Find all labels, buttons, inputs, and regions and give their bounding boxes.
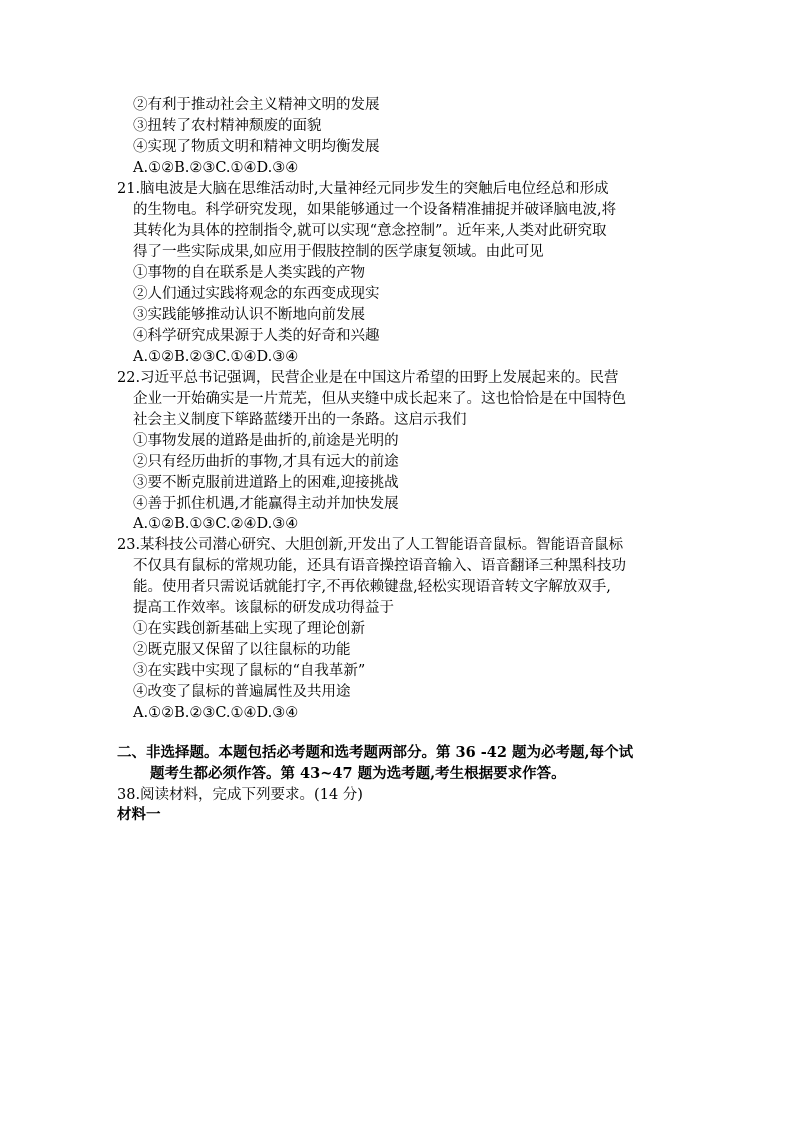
q38-material-label: 材料一 <box>117 806 161 823</box>
q22-option-1: ①事物发展的道路是曲折的,前途是光明的 <box>133 433 399 449</box>
q21-stem-line: 的生物电。科学研究发现，如果能够通过一个设备精准捕捉并破译脑电波,将 <box>133 202 617 218</box>
q23-option-2: ②既克服又保留了以往鼠标的功能 <box>133 642 351 658</box>
q38-prompt: 38.阅读材料，完成下列要求。(14 分) <box>117 787 363 803</box>
q21-answer-choices: A.①②B.②③C.①④D.③④ <box>133 349 299 365</box>
q22-answer-choices: A.①②B.①③C.②④D.③④ <box>133 516 299 532</box>
q23-option-3: ③在实践中实现了鼠标的“自我革新” <box>133 663 366 679</box>
q23-stem-line: 不仅具有鼠标的常规功能，还具有语音操控语音输入、语音翻译三种黑科技功 <box>133 558 626 574</box>
q22-option-3: ③要不断克服前进道路上的困难,迎接挑战 <box>133 475 399 491</box>
q21-option-4: ④科学研究成果源于人类的好奇和兴趣 <box>133 328 380 344</box>
q20-option-2: ②有利于推动社会主义精神文明的发展 <box>133 97 380 113</box>
q21-option-1: ①事物的自在联系是人类实践的产物 <box>133 265 365 281</box>
q23-option-1: ①在实践创新基础上实现了理论创新 <box>133 621 365 637</box>
q21-stem-line: 其转化为具体的控制指令,就可以实现“意念控制”。近年来,人类对此研究取 <box>133 223 607 239</box>
q21-option-3: ③实践能够推动认识不断地向前发展 <box>133 307 365 323</box>
q23-answer-choices: A.①②B.②③C.①④D.③④ <box>133 705 299 721</box>
q20-option-3: ③扭转了农村精神颓废的面貌 <box>133 118 322 134</box>
q23-stem-line: 提高工作效率。该鼠标的研发成功得益于 <box>133 600 394 616</box>
q21-stem-line: 21.脑电波是大脑在思维活动时,大量神经元同步发生的突触后电位经总和形成 <box>117 181 609 197</box>
q23-stem-line: 23.某科技公司潜心研究、大胆创新,开发出了人工智能语音鼠标。智能语音鼠标 <box>117 537 624 553</box>
section2-heading-line: 二、非选择题。本题包括必考题和选考题两部分。第 36 -42 题为必考题,每个试 <box>117 744 634 761</box>
q20-answer-choices: A.①②B.②③C.①④D.③④ <box>133 160 299 176</box>
section2-heading-line: 题考生都必须作答。第 43~47 题为选考题,考生根据要求作答。 <box>150 765 566 782</box>
q22-option-4: ④善于抓住机遇,才能赢得主动并加快发展 <box>133 496 399 512</box>
q22-stem-line: 企业一开始确实是一片荒芜，但从夹缝中成长起来了。这也恰恰是在中国特色 <box>133 391 626 407</box>
q22-option-2: ②只有经历曲折的事物,才具有远大的前途 <box>133 454 399 470</box>
q21-stem-line: 得了一些实际成果,如应用于假肢控制的医学康复领域。由此可见 <box>133 244 544 260</box>
q23-option-4: ④改变了鼠标的普遍属性及共用途 <box>133 684 351 700</box>
q22-stem-line: 社会主义制度下筚路蓝缕开出的一条路。这启示我们 <box>133 412 467 428</box>
q20-option-4: ④实现了物质文明和精神文明均衡发展 <box>133 139 380 155</box>
q21-option-2: ②人们通过实践将观念的东西变成现实 <box>133 286 380 302</box>
q23-stem-line: 能。使用者只需说话就能打字,不再依赖键盘,轻松实现语音转文字解放双手, <box>133 579 611 595</box>
q22-stem-line: 22.习近平总书记强调，民营企业是在中国这片希望的田野上发展起来的。民营 <box>117 370 619 386</box>
